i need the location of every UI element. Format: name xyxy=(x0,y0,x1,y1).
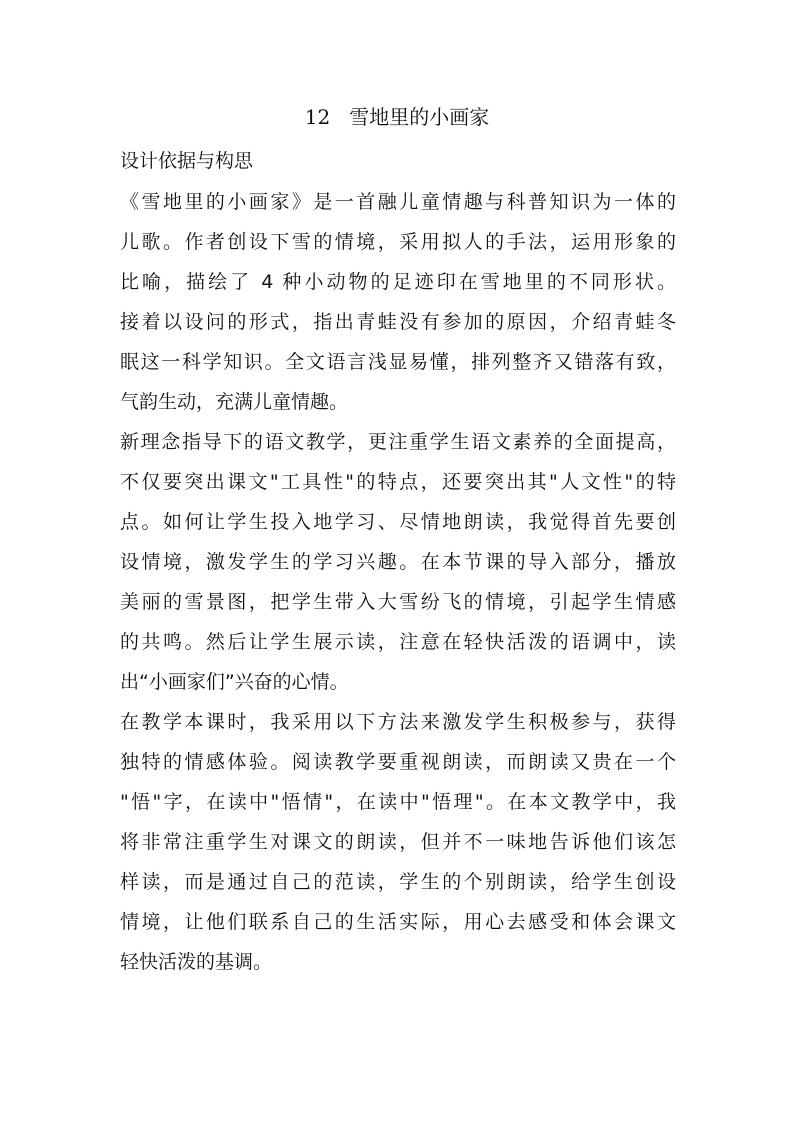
text-line: "悟"字，在读中"悟情"，在读中"悟理"。在本文教学中，我 xyxy=(120,791,676,813)
text-line: 美丽的雪景图，把学生带入大雪纷飞的情境，引起学生情感 xyxy=(120,591,676,613)
text-line: 眠这一科学知识。全文语言浅显易懂，排列整齐又错落有致， xyxy=(120,351,676,373)
text-line: 接着以设问的形式，指出青蛙没有参加的原因，介绍青蛙冬 xyxy=(120,311,676,333)
text-line: 不仅要突出课文"工具性"的特点，还要突出其"人文性"的特 xyxy=(120,471,676,493)
text-line: 的共鸣。然后让学生展示读，注意在轻快活泼的语调中，读 xyxy=(120,631,676,653)
text-line: 样读，而是通过自己的范读，学生的个别朗读，给学生创设 xyxy=(120,871,676,893)
text-line: 比喻，描绘了 4 种小动物的足迹印在雪地里的不同形状。 xyxy=(120,271,676,293)
text-line: 出“小画家们”兴奋的心情。 xyxy=(120,671,349,693)
section-heading: 设计依据与构思 xyxy=(120,150,254,172)
text-line: 将非常注重学生对课文的朗读，但并不一味地告诉他们该怎 xyxy=(120,831,676,853)
text-line: 气韵生动，充满儿童情趣。 xyxy=(120,391,349,413)
text-line: 儿歌。作者创设下雪的情境，采用拟人的手法，运用形象的 xyxy=(120,231,676,253)
text-line: 情境，让他们联系自己的生活实际，用心去感受和体会课文 xyxy=(120,911,676,933)
page-title: 12 雪地里的小画家 xyxy=(304,105,490,129)
text-line: 点。如何让学生投入地学习、尽情地朗读，我觉得首先要创 xyxy=(120,511,676,533)
text-line: 设情境，激发学生的学习兴趣。在本节课的导入部分，播放 xyxy=(120,551,676,573)
text-line: 新理念指导下的语文教学，更注重学生语文素养的全面提高， xyxy=(120,431,676,453)
text-line: 轻快活泼的基调。 xyxy=(120,951,273,973)
text-line: 在教学本课时，我采用以下方法来激发学生积极参与，获得 xyxy=(120,711,676,733)
text-line: 独特的情感体验。阅读教学要重视朗读，而朗读又贵在一个 xyxy=(120,751,676,773)
text-line: 《雪地里的小画家》是一首融儿童情趣与科普知识为一体的 xyxy=(120,191,676,213)
